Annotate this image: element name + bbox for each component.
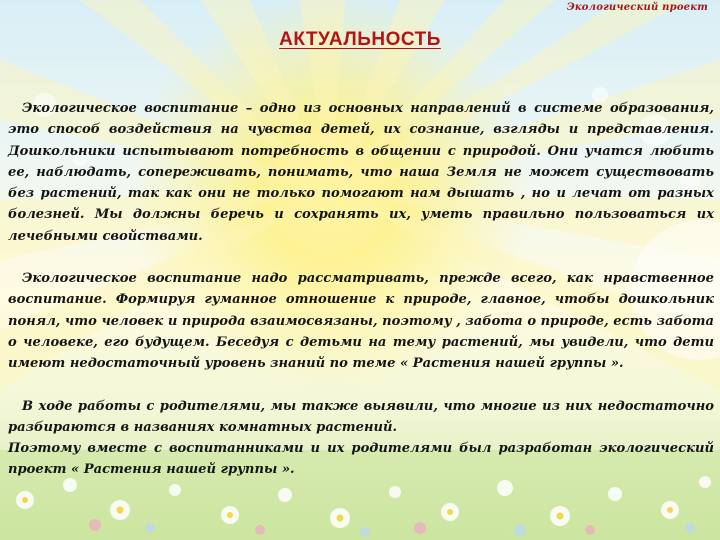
body-text [8,98,714,481]
paragraph-4: Поэтому вместе с воспитанниками и их родителями был разработан экологический проект « Растения нашей группы ». [8,441,714,478]
project-label: Экологический проект [566,2,708,13]
page-title: АКТУАЛЬНОСТЬ [279,29,441,50]
paragraph-1: Экологическое воспитание – одно из основных направлений в системе образования, это способ воздействия на чувства детей, их сознание, взгляды и представления. Дошкольники испытывают потребность в общении с природой. Они учатся любить ее, наблюдать, сопереживать, понимать, что наша Земля не может существовать без растений, так как они не только помогают нам дышать , но и лечат от разных болезней. Мы должны беречь и сохранять их, уметь правильно пользоваться их лечебными свойствами. [8,101,714,244]
paragraph-3: В ходе работы с родителями, мы также выявили, что многие из них недостаточно разбираются в названиях комнатных растений. [8,398,714,435]
paragraph-2: Экологическое воспитание надо рассматривать, прежде всего, как нравственное воспитание. Формируя гуманное отношение к природе, главное, чтобы дошкольник понял, что человек и природа взаимосвязаны, поэтому , забота о природе, есть забота о человеке, его будущем. Беседуя с детьми на тему растений, мы увидели, что дети имеют недостаточный уровень знаний по теме « Растения нашей группы ». [8,271,714,372]
